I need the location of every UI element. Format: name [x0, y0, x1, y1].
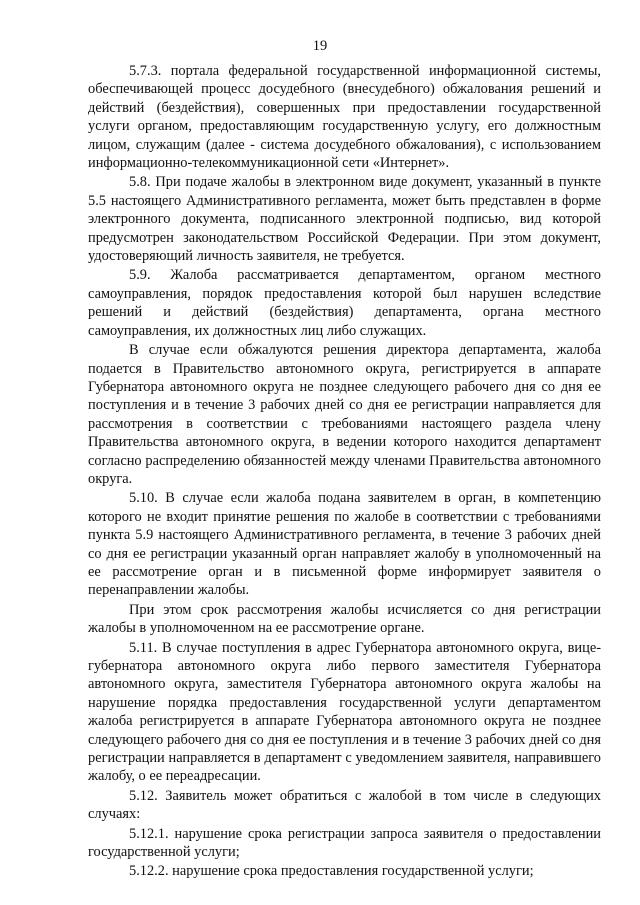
paragraph-5-9: 5.9. Жалоба рассматривается департаментом, органом местного самоуправления, порядок предоставления которой был нарушен вследствие решений и действий (бездействия) департамента, органа местного самоуправления, их должностных лиц либо служащих. [88, 267, 601, 339]
paragraph-5-8: 5.8. При подаче жалобы в электронном виде документ, указанный в пункте 5.5 настоящего Административного регламента, может быть представлен в форме электронного документа, подписанного электронной подписью, вид которой предусмотрен законодательством Российской Федерации. При этом документ, удостоверяющий личность заявителя, не требуется. [88, 174, 601, 265]
paragraph-5-7-3: 5.7.3. портала федеральной государственной информационной системы, обеспечивающей процесс досудебного (внесудебного) обжалования решений и действий (бездействия), совершенных при предоставлении государственной услуги органом, предоставляющим государственную услугу, его должностным лицом, служащим (далее - система досудебного обжалования), с использованием информационно-телекоммуникационной сети «Интернет». [88, 63, 601, 172]
paragraph-director-complaint: В случае если обжалуются решения директора департамента, жалоба подается в Правительство автономного округа, регистрируется в аппарате Губернатора автономного округа не позднее следующего рабочего дня со дня ее поступления и в течение 3 рабочих дней со дня ее регистрации направляется для рассмотрения в соответствии с требованиями настоящего раздела члену Правительства автономного округа, в ведении которого находится департамент согласно распределению обязанностей между членами Правительства автономного округа. [88, 342, 601, 487]
paragraph-review-term: При этом срок рассмотрения жалобы исчисляется со дня регистрации жалобы в уполномоченном на ее рассмотрение органе. [88, 601, 601, 637]
paragraph-5-11: 5.11. В случае поступления в адрес Губернатора автономного округа, вице-губернатора автономного округа либо первого заместителя Губернатора автономного округа, заместителя Губернатора автономного округа жалобы на нарушение порядка предоставления государственной услуги департаментом жалоба регистрируется в аппарате Губернатора автономного округа не позднее следующего рабочего дня со дня ее поступления и в течение 3 рабочих дней со дня регистрации направляется в департамент с уведомлением заявителя, направившего жалобу, о ее переадресации. [88, 639, 601, 785]
paragraph-5-12-1: 5.12.1. нарушение срока регистрации запроса заявителя о предоставлении государственной услуги; [88, 825, 601, 861]
paragraph-5-10: 5.10. В случае если жалоба подана заявителем в орган, в компетенцию которого не входит принятие решения по жалобе в соответствии с требованиями пункта 5.9 настоящего Административного регламента, в течение 3 рабочих дней со дня ее регистрации указанный орган направляет жалобу в уполномоченный на ее рассмотрение орган и в письменной форме информирует заявителя о перенаправлении жалобы. [88, 490, 601, 599]
paragraph-5-12: 5.12. Заявитель может обратиться с жалобой в том числе в следующих случаях: [88, 787, 601, 823]
page-number: 19 [312, 38, 328, 54]
document-body [88, 62, 601, 881]
paragraph-5-12-2: 5.12.2. нарушение срока предоставления государственной услуги; [129, 863, 534, 880]
